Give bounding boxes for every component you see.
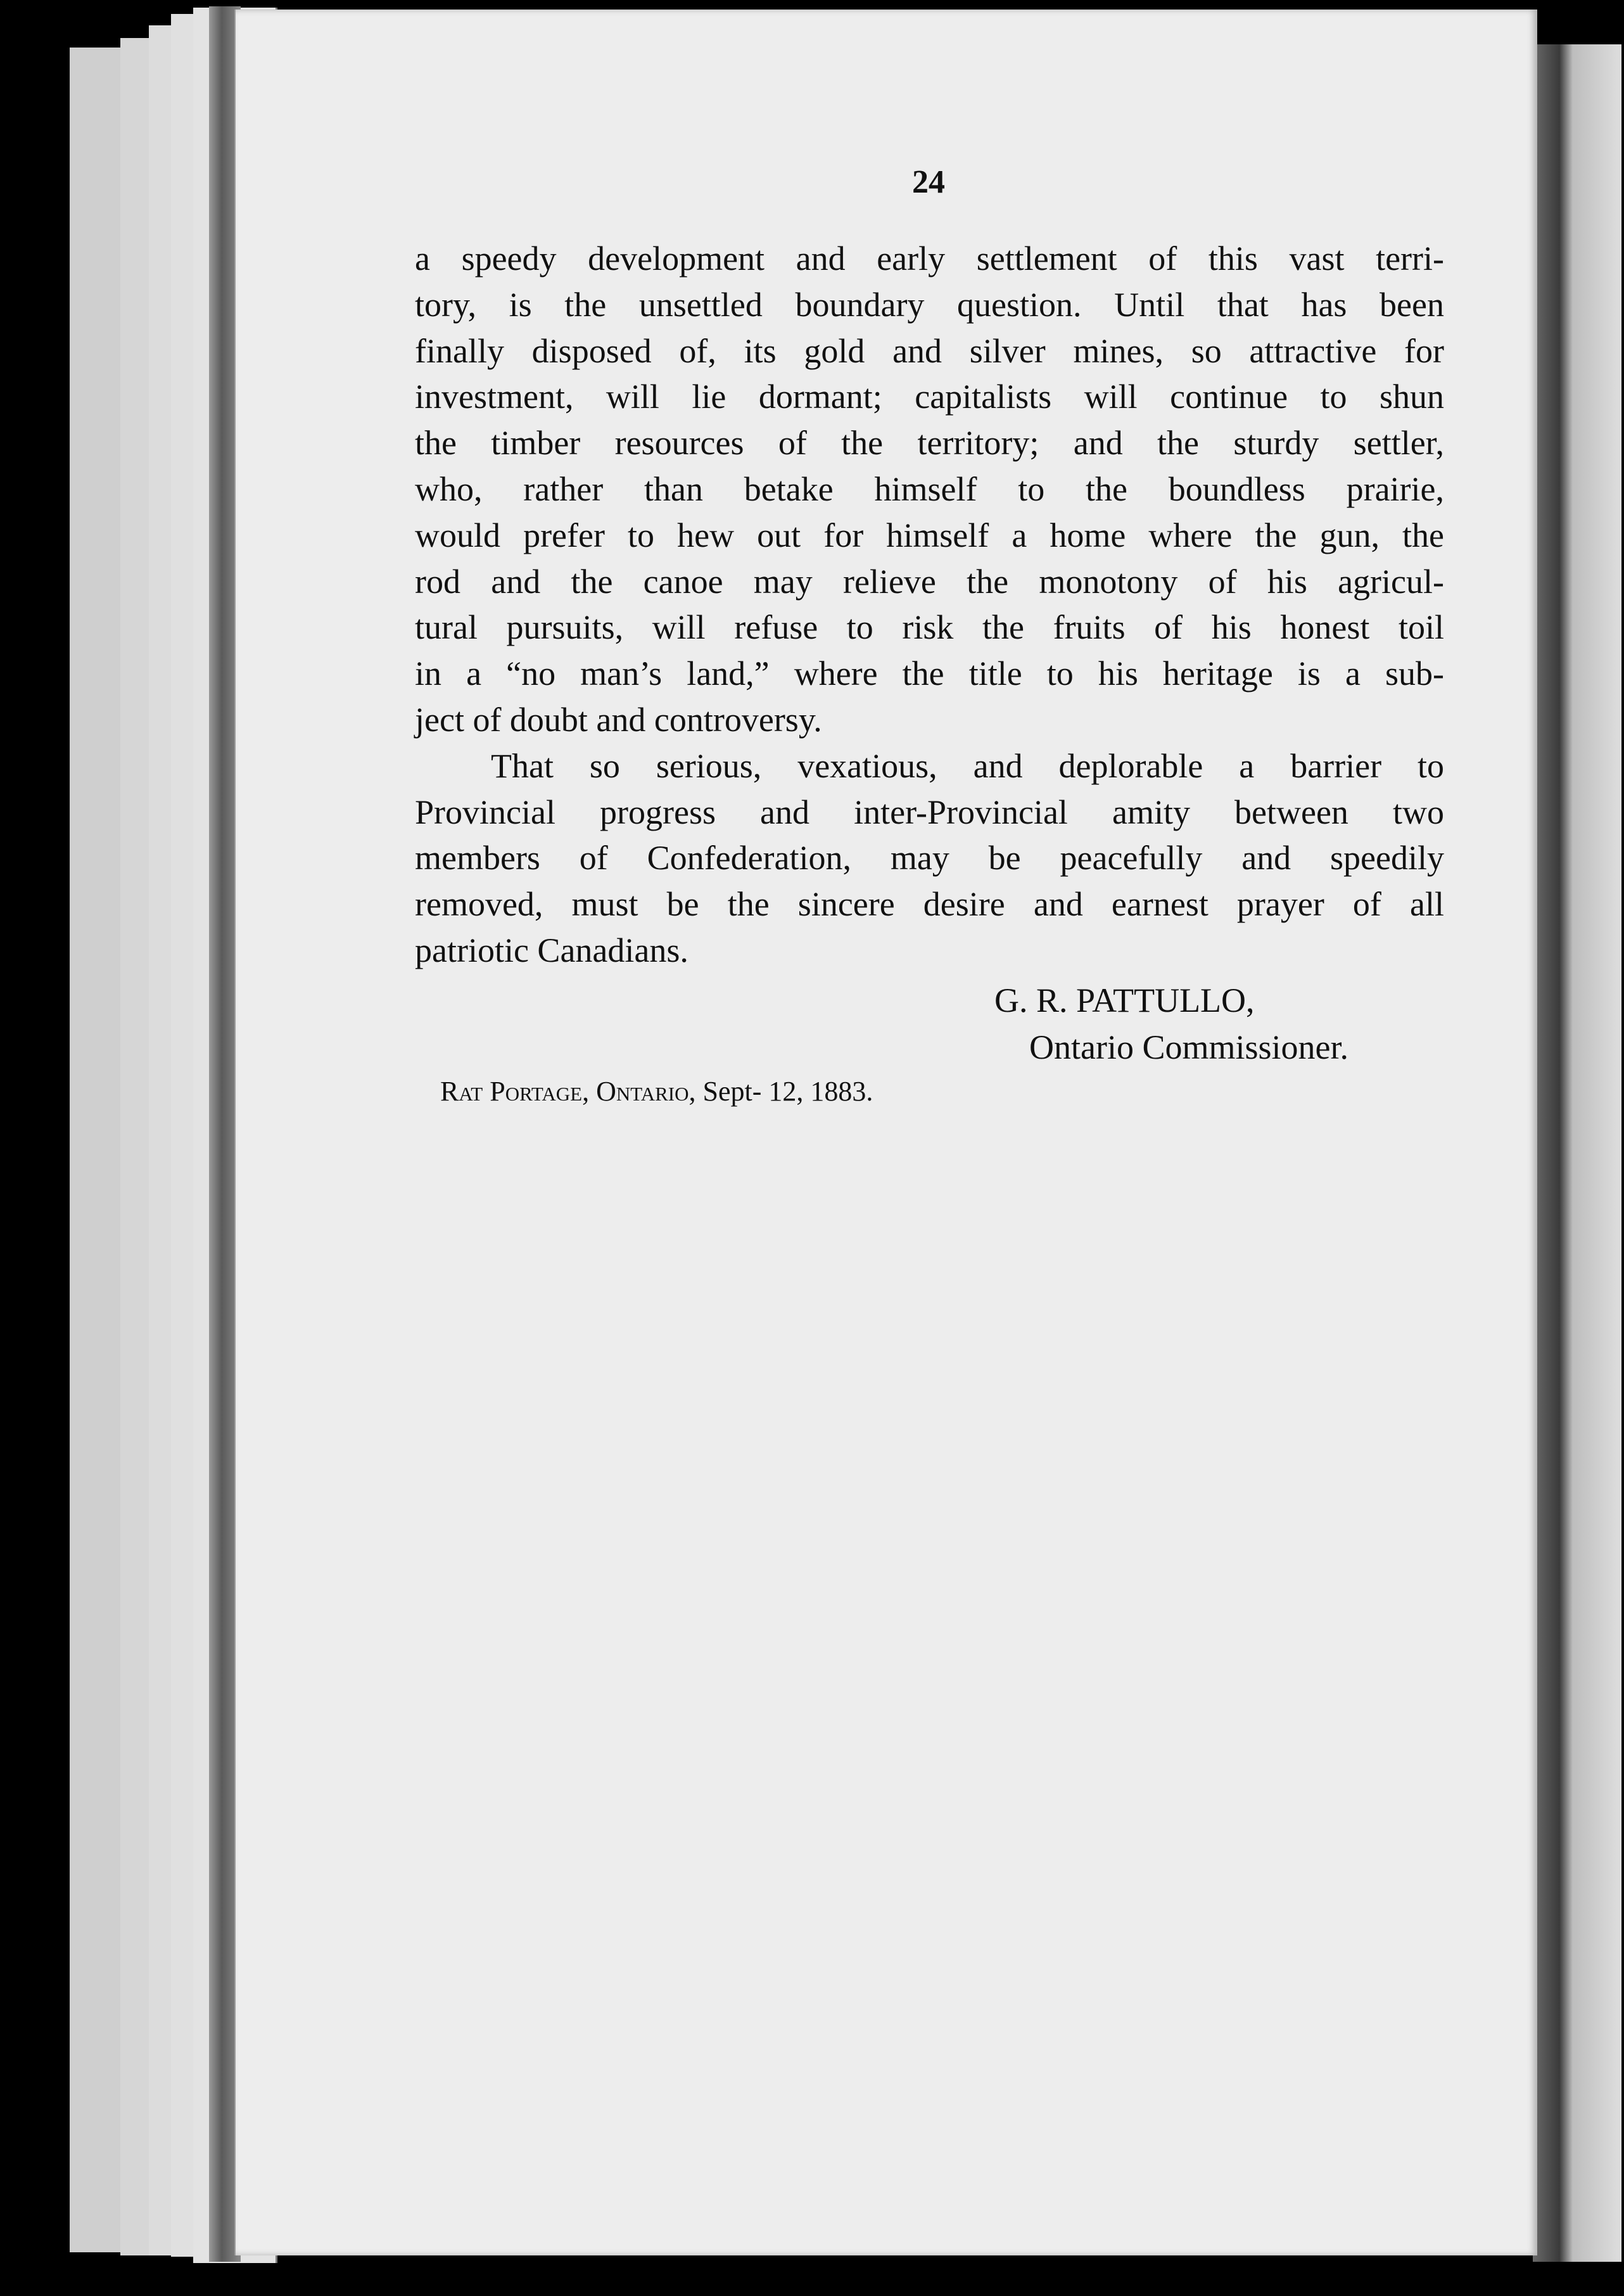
dateline-place: Rat Portage, Ontario,	[440, 1076, 696, 1107]
text-line: tural pursuits, will refuse to risk the fruits of his honest toil	[415, 608, 1444, 647]
signature-name: G. R. PATTULLO,	[994, 981, 1255, 1019]
page-number: 24	[912, 164, 945, 200]
signature-title: Ontario Commissioner.	[1029, 1028, 1348, 1066]
text-line: would prefer to hew out for himself a home where the gun, the	[415, 516, 1444, 554]
text-line: members of Confederation, may be peacefully and speedily	[415, 839, 1444, 877]
text-line: investment, will lie dormant; capitalists will continue to shun	[415, 378, 1444, 416]
text-line: patriotic Canadians.	[415, 931, 688, 969]
body-text	[415, 236, 1444, 974]
dateline	[440, 1075, 873, 1107]
text-line: in a “no man’s land,” where the title to his heritage is a sub-	[415, 654, 1444, 693]
text-line: removed, must be the sincere desire and earnest prayer of all	[415, 885, 1444, 924]
text-line: rod and the canoe may relieve the monotony of his agricul-	[415, 562, 1444, 601]
dateline-date: Sept- 12, 1883.	[702, 1076, 873, 1107]
text-line: Provincial progress and inter-Provincial amity between two	[415, 793, 1444, 831]
text-line: finally disposed of, its gold and silver mines, so attractive for	[415, 331, 1444, 370]
text-line: a speedy development and early settlement of this vast terri-	[415, 239, 1444, 277]
text-line: tory, is the unsettled boundary question. Until that has been	[415, 285, 1444, 324]
text-line: ject of doubt and controversy.	[415, 700, 822, 739]
text-line: who, rather than betake himself to the boundless prairie,	[415, 469, 1444, 508]
text-line: That so serious, vexatious, and deplorable a barrier to	[491, 746, 1444, 785]
text-line: the timber resources of the territory; and the sturdy settler,	[415, 424, 1444, 462]
book-cover-edge	[1533, 44, 1621, 2262]
